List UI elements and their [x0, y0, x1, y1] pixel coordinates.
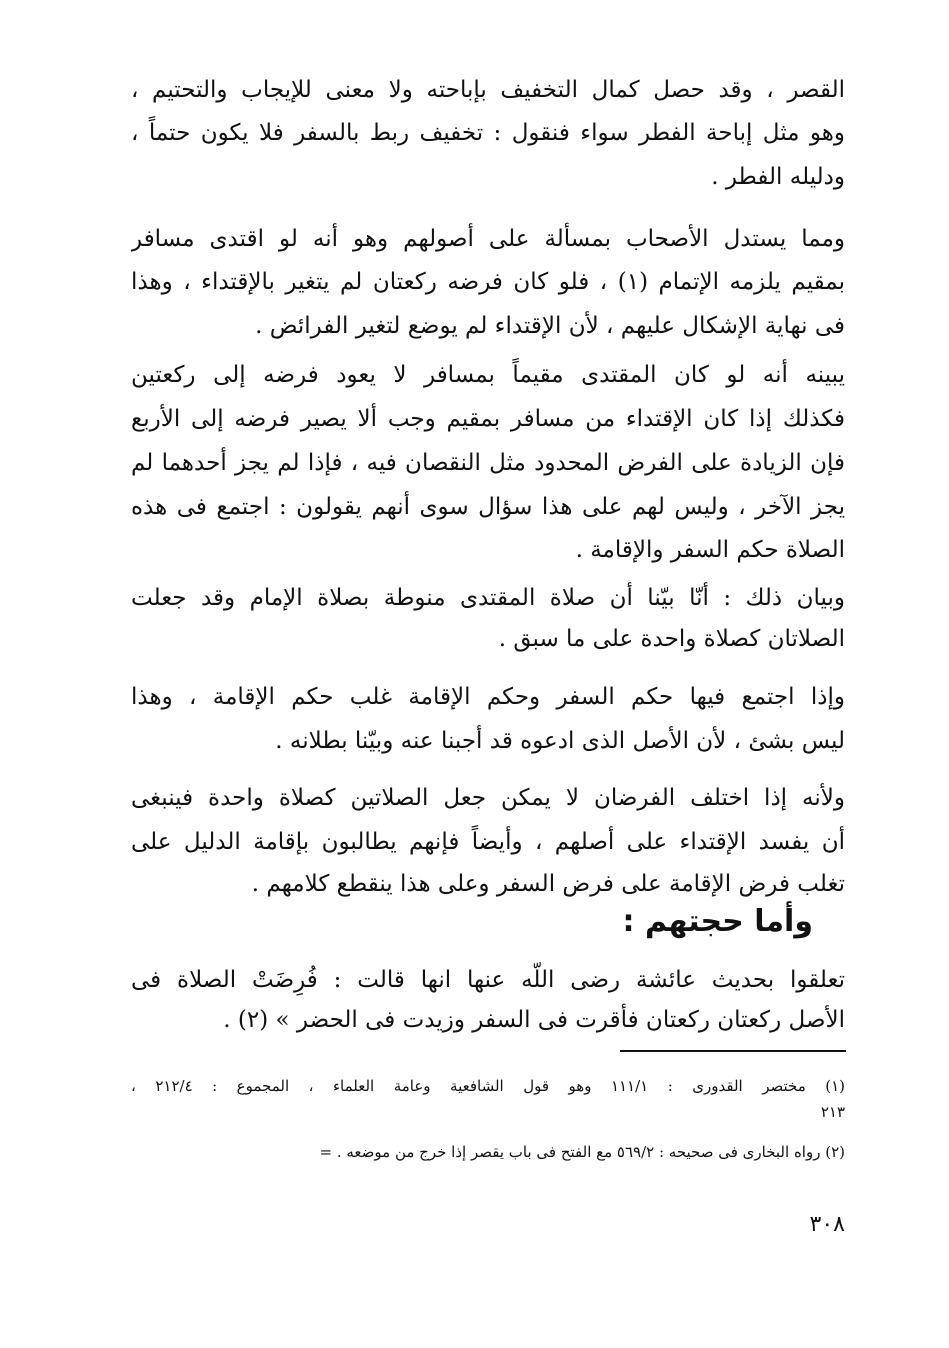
- text-line: ليس بشئ ، لأن الأصل الذى ادعوه قد أجبنا عنه وبيّنا بطلانه .: [275, 728, 845, 754]
- text-line: ومما يستدل الأصحاب بمسألة على أصولهم وهو أنه لو اقتدى مسافر: [131, 226, 845, 252]
- text-line: أن يفسد الإقتداء على أصلهم ، وأيضاً فإنهم يطالبون بإقامة الدليل على: [131, 829, 845, 855]
- text-line: يبينه أنه لو كان المقتدى مقيماً بمسافر لا يعود فرضه إلى ركعتين: [131, 362, 845, 388]
- text-line: تعلقوا بحديث عائشة رضى اللّه عنها انها قالت : فُرِضَتْ الصلاة فى: [131, 967, 845, 993]
- text-line: وهو مثل إباحة الفطر سواء فنقول : تخفيف ربط بالسفر فلا يكون حتماً ،: [131, 120, 845, 146]
- text-line: بمقيم يلزمه الإتمام (١) ، فلو كان فرضه ركعتان لم يتغير بالإقتداء ، وهذا: [131, 269, 845, 295]
- text-line: فإن الزيادة على الفرض المحدود مثل النقصان فيه ، فإذا لم يجز أحدهما لم: [131, 450, 845, 476]
- section-heading: وأما حجتهم :: [622, 904, 813, 939]
- footnote-separator: [620, 1050, 846, 1052]
- footnote-1: (١) مختصر القدورى : ١١١/١ وهو قول الشافعية وعامة العلماء ، المجموع : ٢١٢/٤ ،: [131, 1077, 845, 1095]
- footnote-1-continued: ٢١٣: [820, 1103, 845, 1121]
- text-line: الصلاة حكم السفر والإقامة .: [575, 537, 845, 563]
- text-line: ولأنه إذا اختلف الفرضان لا يمكن جعل الصلاتين كصلاة واحدة فينبغى: [131, 785, 845, 811]
- text-line: فى نهاية الإشكال عليهم ، لأن الإقتداء لم يوضع لتغير الفرائض .: [255, 313, 845, 339]
- page-number: ٣٠٨: [809, 1212, 845, 1237]
- text-line: وبيان ذلك : أنّا بيّنا أن صلاة المقتدى منوطة بصلاة الإمام وقد جعلت: [131, 585, 845, 611]
- footnote-2: (٢) رواه البخارى فى صحيحه : ٥٦٩/٢ مع الفتح فى باب يقصر إذا خرج من موضعه . =: [319, 1143, 845, 1161]
- text-line: يجز الآخر ، وليس لهم على هذا سؤال سوى أنهم يقولون : اجتمع فى هذه: [131, 494, 845, 520]
- text-line: القصر ، وقد حصل كمال التخفيف بإباحته ولا معنى للإيجاب والتحتيم ،: [131, 77, 845, 103]
- text-line: ودليله الفطر .: [711, 164, 845, 190]
- text-line: فكذلك إذا كان الإقتداء من مسافر بمقيم وجب ألا يصير فرضه إلى الأربع: [131, 406, 845, 432]
- text-line: تغلب فرض الإقامة على فرض السفر وعلى هذا ينقطع كلامهم .: [251, 871, 845, 897]
- text-line: الأصل ركعتان ركعتان فأقرت فى السفر وزيدت فى الحضر » (٢) .: [223, 1007, 845, 1033]
- text-line: الصلاتان كصلاة واحدة على ما سبق .: [498, 626, 845, 652]
- text-line: وإذا اجتمع فيها حكم السفر وحكم الإقامة غلب حكم الإقامة ، وهذا: [131, 684, 845, 710]
